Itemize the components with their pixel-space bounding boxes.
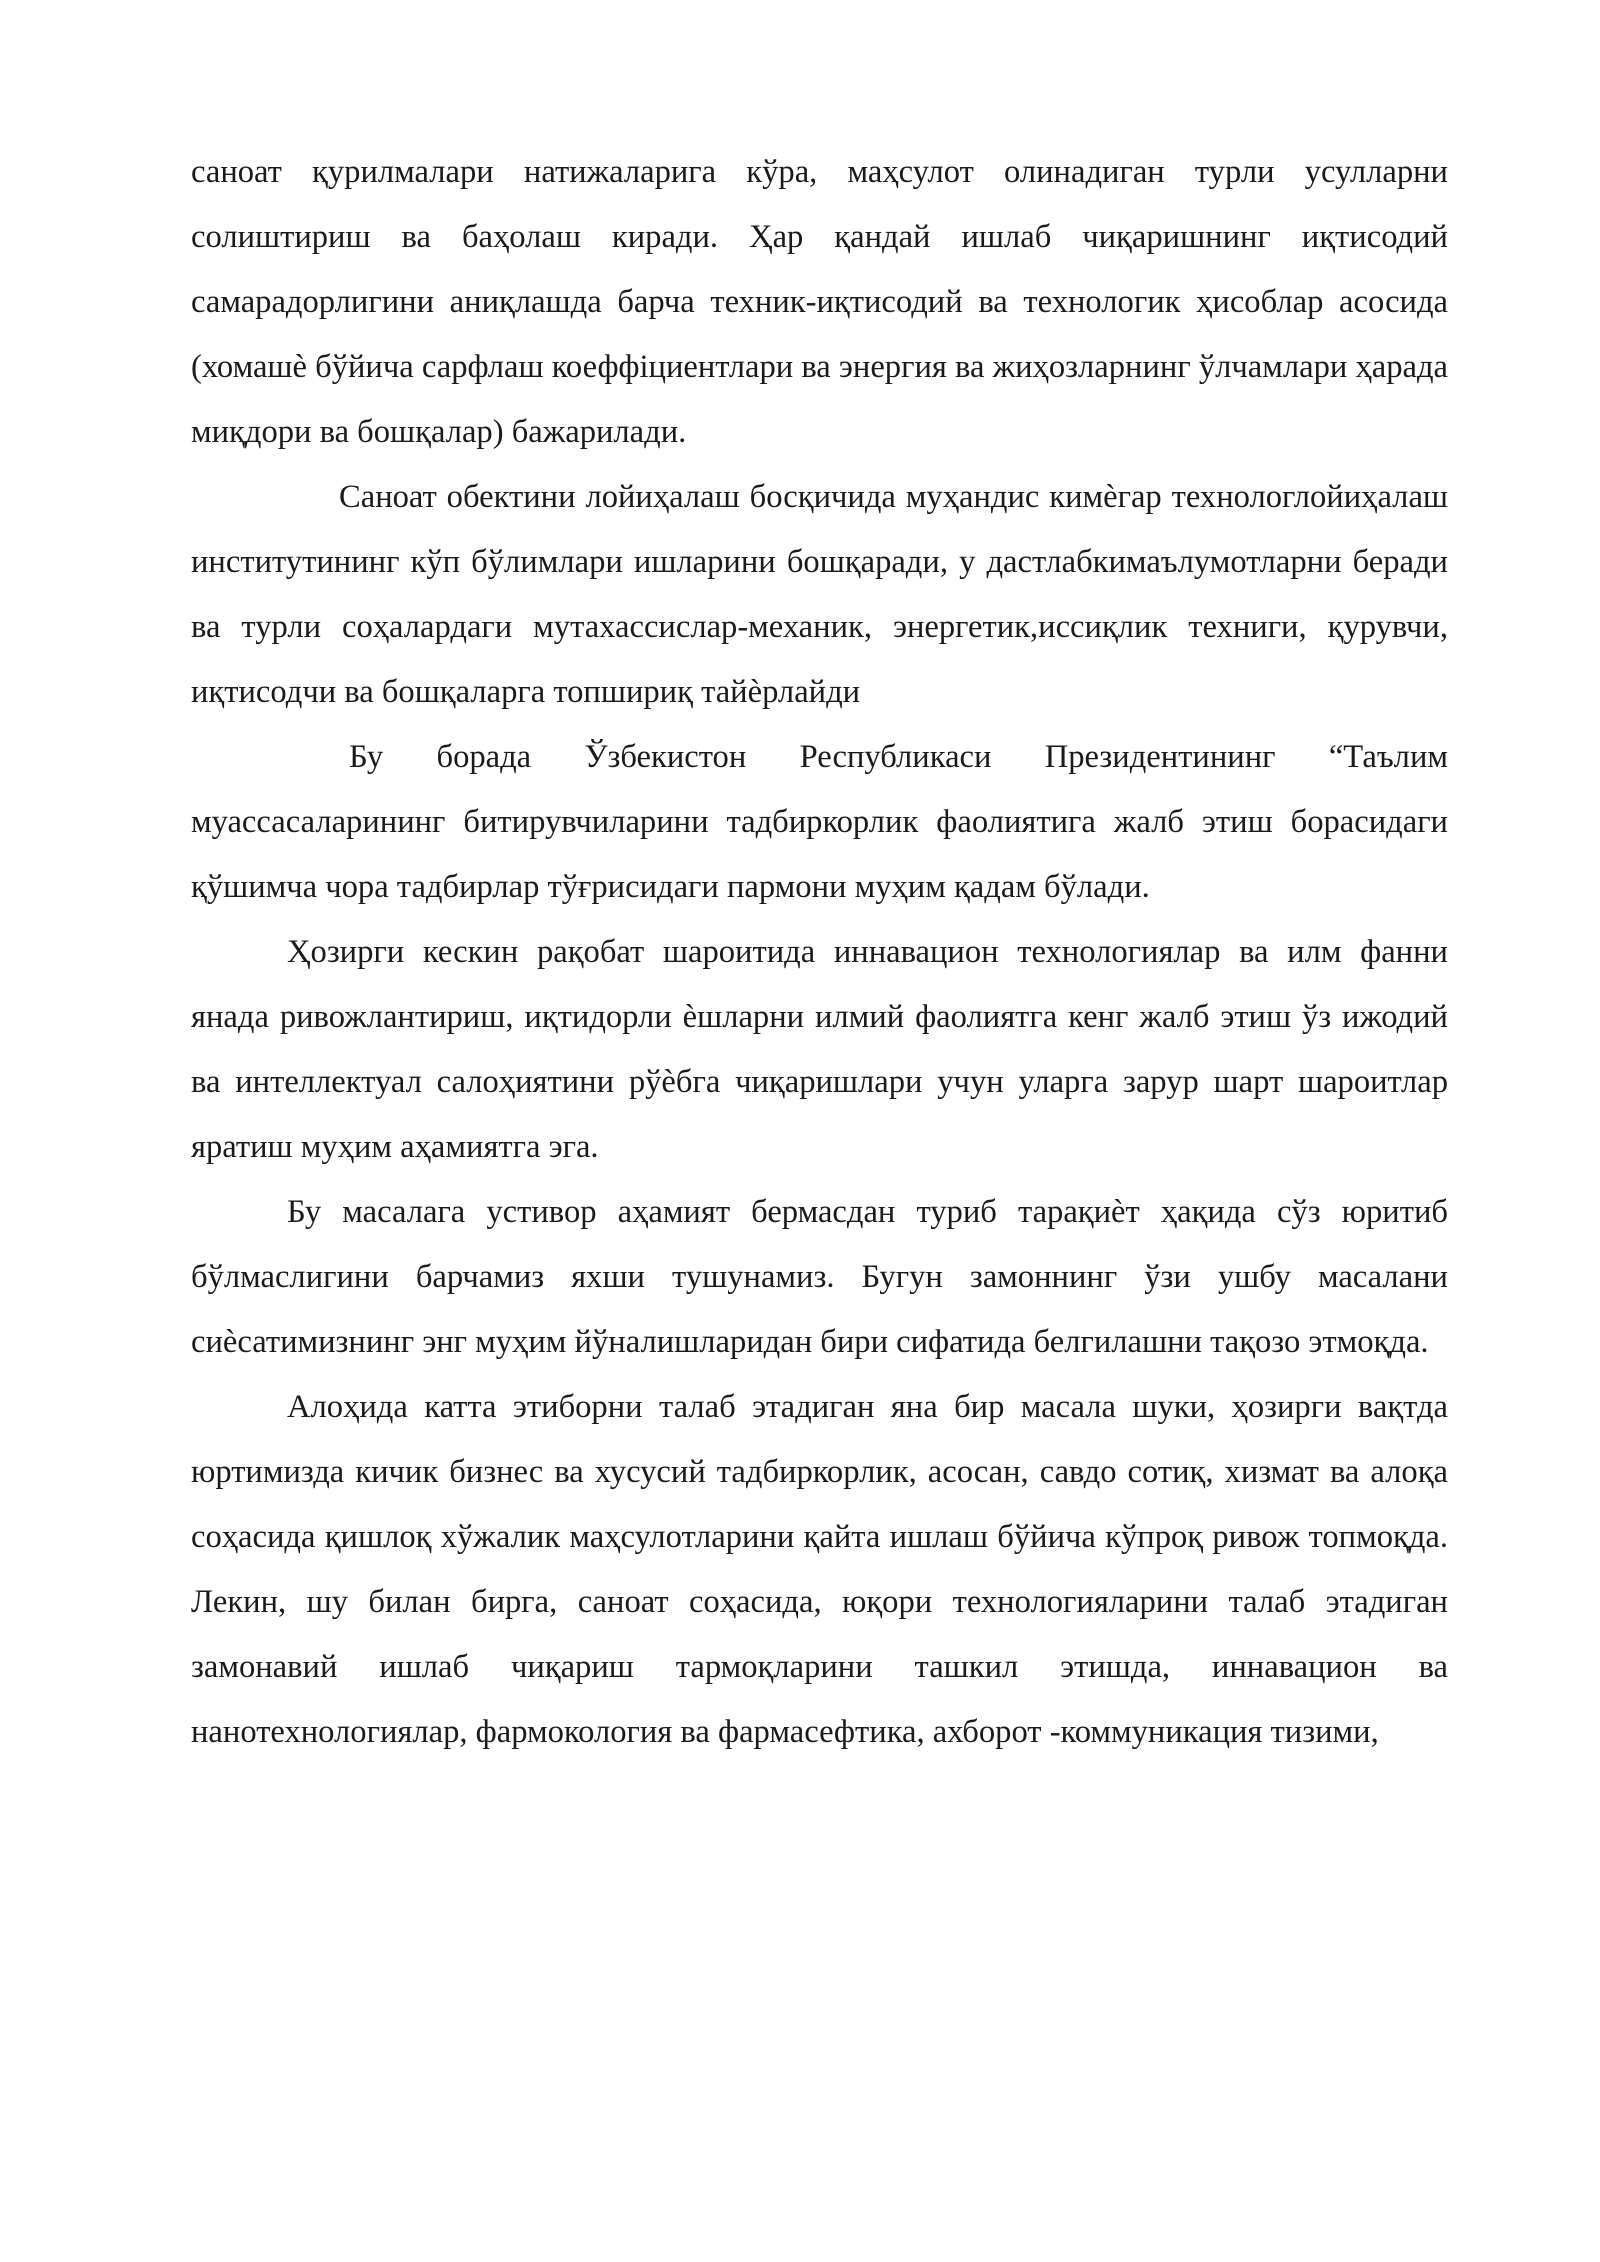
paragraph-6: Алоҳида катта этиборни талаб этадиган яна бир масала шуки, ҳозирги вақтда юртимизда кичик бизнес ва хусусий тадбиркорлик, асосан, савдо сотиқ, хизмат ва алоқа соҳасида қишлоқ хўжалик маҳсулотларини қайта ишлаш бўйича кўпроқ ривож топмоқда. Лекин, шу билан бирга, саноат соҳасида, юқори технологияларини талаб этадиган замонавий ишлаб чиқариш тармоқларини ташкил этишда, иннавацион ва нанотехнологиялар, фармокология ва фармасефтика, ахборот -коммуникация тизими, <box>191 1389 1448 1750</box>
paragraph-4: Ҳозирги кескин рақобат шароитида иннавацион технологиялар ва илм фанни янада ривожлантириш, иқтидорли ѐшларни илмий фаолиятга кенг жалб этиш ўз ижодий ва интеллектуал салоҳиятини рўѐбга чиқаришлари учун уларга зарур шарт шароитлар яратиш муҳим аҳамиятга эга. <box>191 934 1448 1165</box>
paragraph-2: Саноат обектини лойиҳалаш босқичида муҳандис кимѐгар технологлойиҳалаш институтининг кўп бўлимлари ишларини бошқаради, у дастлабкимаълумотларни беради ва турли соҳалардаги мутахассислар-механик, энергетик,иссиқлик техниги, қурувчи, иқтисодчи ва бошқаларга топшириқ тайѐрлайди <box>191 479 1448 710</box>
document-body <box>191 140 1448 1765</box>
paragraph-1: саноат қурилмалари натижаларига кўра, маҳсулот олинадиган турли усулларни солиштириш ва баҳолаш киради. Ҳар қандай ишлаб чиқаришнинг иқтисодий самарадорлигини аниқлашда барча техник-иқтисодий ва технологик ҳисоблар асосида (хомашѐ бўйича сарфлаш коеффіциентлари ва энергия ва жиҳозларнинг ўлчамлари ҳарада миқдори ва бошқалар) бажарилади. <box>191 154 1448 450</box>
paragraph-3: Бу борада Ўзбекистон Республикаси Президентининг “Таълим муассасаларининг битирувчиларини тадбиркорлик фаолиятига жалб этиш борасидаги қўшимча чора тадбирлар тўғрисидаги пармони муҳим қадам бўлади. <box>191 739 1448 905</box>
paragraph-5: Бу масалага устивор аҳамият бермасдан туриб тарақиѐт ҳақида сўз юритиб бўлмаслигини барчамиз яхши тушунамиз. Бугун замоннинг ўзи ушбу масалани сиѐсатимизнинг энг муҳим йўналишларидан бири сифатида белгилашни тақозо этмоқда. <box>191 1194 1448 1360</box>
